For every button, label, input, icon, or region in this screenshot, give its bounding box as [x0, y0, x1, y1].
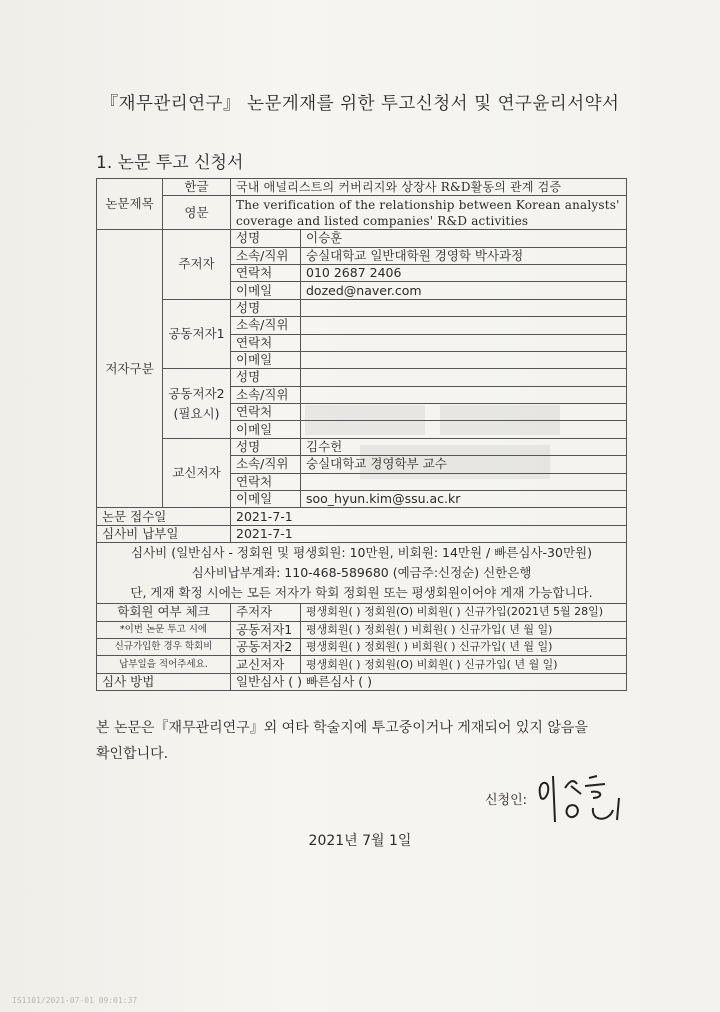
membership-status-corresponding: 평생회원( ) 정회원(O) 비회원( ) 신규가입( 년 월 일) — [301, 656, 627, 673]
fee-date-label: 심사비 납부일 — [97, 525, 231, 542]
applicant-label: 신청인: — [485, 793, 528, 808]
author-section-label: 저자구분 — [97, 230, 163, 508]
field-label-name: 성명 — [231, 438, 301, 455]
field-label-affiliation: 소속/직위 — [231, 317, 301, 334]
korean-title-row — [97, 179, 627, 196]
coauthor2-affiliation — [301, 386, 627, 403]
membership-role-corresponding: 교신저자 — [231, 656, 301, 673]
coauthor2-phone — [301, 404, 627, 421]
fee-info-line1: 심사비 (일반심사 - 정회원 및 평생회원: 10만원, 비회원: 14만원 / 빠른심사-30만원) — [97, 543, 627, 564]
membership-role-main: 주저자 — [231, 604, 301, 621]
declaration-text — [96, 715, 636, 767]
coauthor2-name — [301, 369, 627, 386]
submission-date-label: 논문 접수일 — [97, 508, 231, 525]
english-title-row — [97, 196, 627, 213]
membership-status-main: 평생회원( ) 정회원(O) 비회원( ) 신규가입(2021년 5월 28일) — [301, 604, 627, 621]
coauthor1-phone — [301, 334, 627, 351]
membership-role-coauthor1: 공동저자1 — [231, 621, 301, 638]
korean-label: 한글 — [163, 179, 231, 196]
field-label-name: 성명 — [231, 369, 301, 386]
coauthor2-email — [301, 421, 627, 438]
main-author-name: 이승훈 — [301, 230, 627, 247]
coauthor1-email — [301, 351, 627, 368]
corresponding-author-affiliation: 숭실대학교 경영학부 교수 — [301, 456, 627, 473]
application-date: 2021년 7월 1일 — [308, 833, 412, 849]
fee-account-line: 심사비납부계좌: 110-468-589680 (예금주:신정순) 신한은행 — [97, 563, 627, 583]
main-author-email: dozed@naver.com — [301, 282, 627, 299]
signature-icon — [533, 768, 629, 828]
section-title: 1. 논문 투고 신청서 — [96, 153, 244, 173]
coauthor2-role-note: (필요시) — [173, 405, 220, 421]
membership-status-coauthor1: 평생회원( ) 정회원( ) 비회원( ) 신규가입( 년 월 일) — [301, 621, 627, 638]
document-title: 『재무관리연구』 논문게재를 위한 투고신청서 및 연구윤리서약서 — [100, 94, 620, 114]
corresponding-author-phone — [301, 473, 627, 490]
membership-label: 학회원 여부 체크 — [97, 604, 231, 621]
field-label-name: 성명 — [231, 230, 301, 247]
field-label-email: 이메일 — [231, 421, 301, 438]
field-label-phone: 연락처 — [231, 473, 301, 490]
main-author-affiliation: 숭실대학교 일반대학원 경영학 박사과정 — [301, 247, 627, 264]
corresponding-author-name: 김수헌 — [301, 438, 627, 455]
field-label-affiliation: 소속/직위 — [231, 456, 301, 473]
review-method-label: 심사 방법 — [97, 673, 231, 690]
author-role-corresponding: 교신저자 — [163, 438, 231, 508]
field-label-phone: 연락처 — [231, 404, 301, 421]
field-label-phone: 연락처 — [231, 264, 301, 281]
fee-date-value: 2021-7-1 — [231, 525, 627, 542]
coauthor1-name — [301, 299, 627, 316]
field-label-name: 성명 — [231, 299, 301, 316]
field-label-phone: 연락처 — [231, 334, 301, 351]
membership-status-coauthor2: 평생회원( ) 정회원( ) 비회원( ) 신규가입( 년 월 일) — [301, 638, 627, 655]
korean-title-value: 국내 애널리스트의 커버리지와 상장사 R&D활동의 관계 검증 — [231, 179, 627, 196]
author-role-coauthor1: 공동저자1 — [163, 299, 231, 369]
membership-note-3: 납부일을 적어주세요. — [97, 656, 231, 673]
submission-form-table — [96, 178, 627, 691]
field-label-email: 이메일 — [231, 351, 301, 368]
coauthor2-role-text: 공동저자2 — [168, 385, 225, 401]
corresponding-author-email: soo_hyun.kim@ssu.ac.kr — [301, 491, 627, 508]
coauthor1-affiliation — [301, 317, 627, 334]
author-role-coauthor2 — [163, 369, 231, 439]
membership-note-1: *이번 논문 투고 시에 — [97, 621, 231, 638]
english-title-line2: coverage and listed companies' R&D activities — [231, 213, 627, 230]
review-method-value: 일반심사 ( ) 빠른심사 ( ) — [231, 673, 627, 690]
scanner-stamp: IS1101/2021-07-01 09:01:37 — [12, 996, 138, 1005]
main-author-phone: 010 2687 2406 — [301, 264, 627, 281]
english-label: 영문 — [163, 196, 231, 230]
field-label-email: 이메일 — [231, 282, 301, 299]
paper-title-label: 논문제목 — [97, 179, 163, 230]
declaration-line1: 본 논문은『재무관리연구』외 여타 학술지에 투고중이거나 게재되어 있지 않음을 — [96, 720, 588, 736]
fee-notice-line: 단, 게재 확정 시에는 모든 저자가 학회 정회원 또는 평생회원이어야 게재 가능합니다. — [97, 583, 627, 604]
field-label-affiliation: 소속/직위 — [231, 386, 301, 403]
membership-note-2: 신규가입한 경우 학회비 — [97, 638, 231, 655]
submission-date-value: 2021-7-1 — [231, 508, 627, 525]
membership-role-coauthor2: 공동저자2 — [231, 638, 301, 655]
field-label-email: 이메일 — [231, 491, 301, 508]
declaration-line2: 확인합니다. — [96, 746, 169, 762]
author-role-main: 주저자 — [163, 230, 231, 300]
field-label-affiliation: 소속/직위 — [231, 247, 301, 264]
english-title-line1: The verification of the relationship between Korean analysts' — [231, 196, 627, 213]
